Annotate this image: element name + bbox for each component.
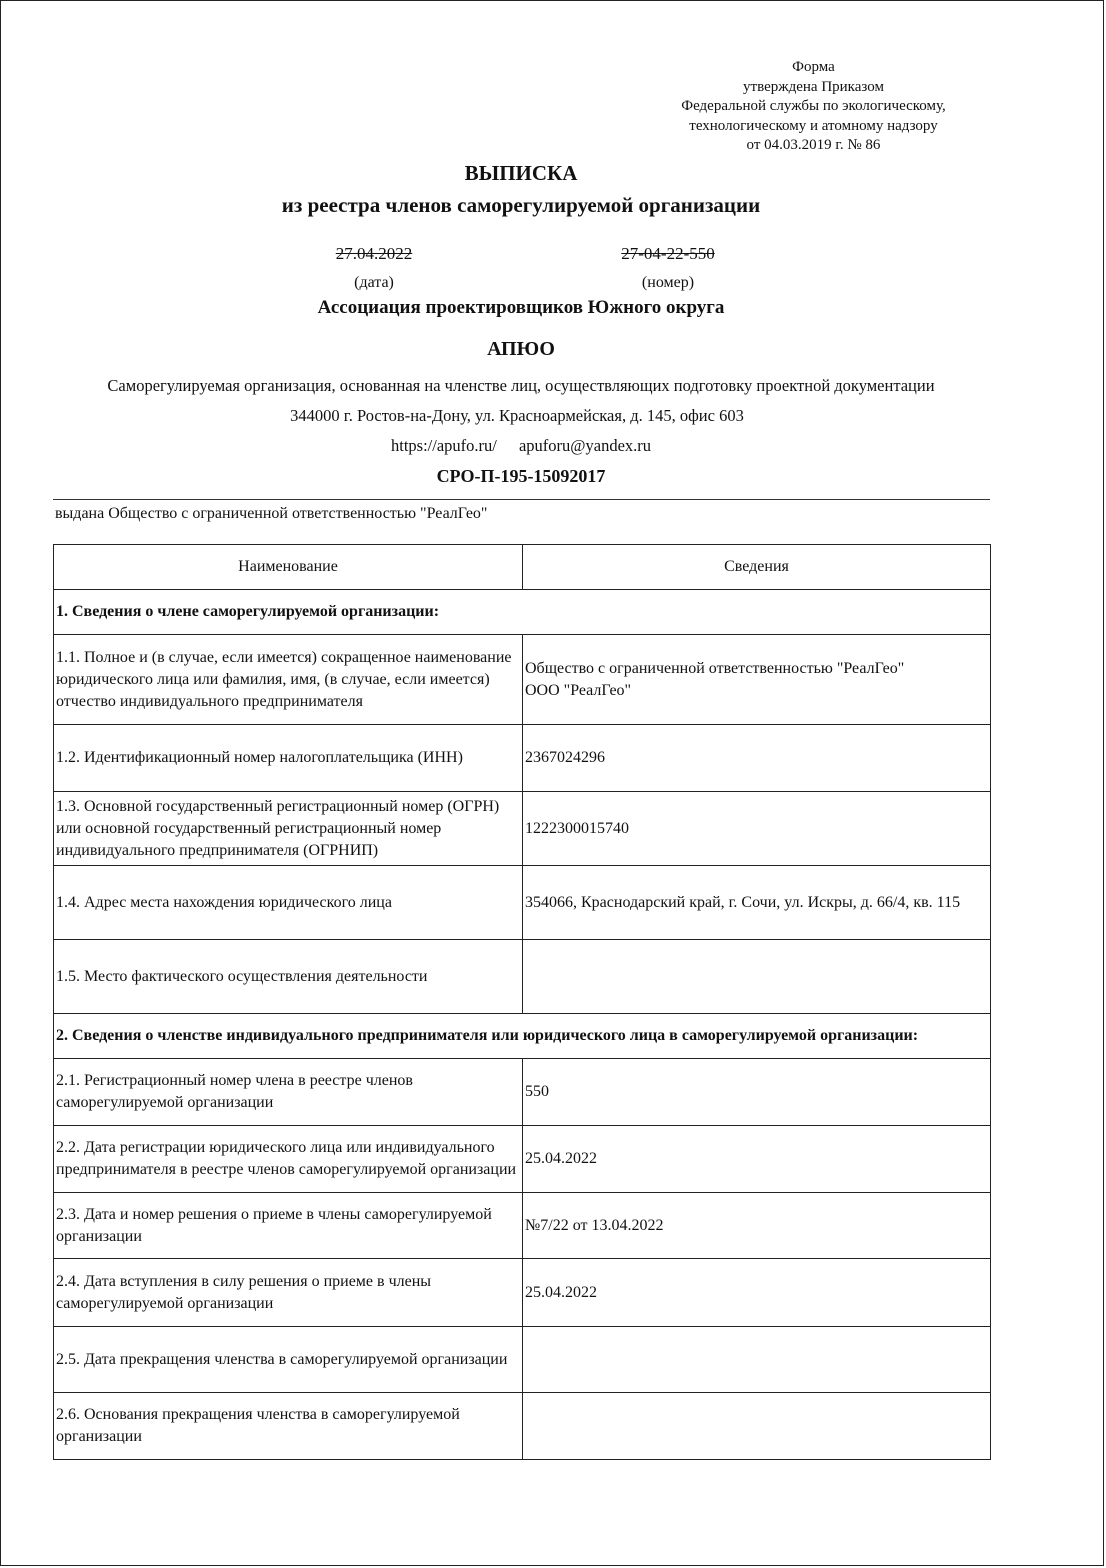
table-row [54, 635, 991, 725]
form-approval-note [661, 58, 966, 156]
number-block [597, 244, 739, 292]
row-value-short-name: ООО "РеалГео" [525, 681, 632, 699]
issued-to: выдана Общество с ограниченной ответственностью "РеалГео" [55, 505, 488, 522]
table-row [54, 725, 991, 792]
number-caption: (номер) [641, 274, 695, 291]
row-value: 1222300015740 [523, 792, 991, 866]
sro-number: СРО-П-195-15092017 [436, 466, 606, 486]
section-2-title: 2. Сведения о членстве индивидуального предпринимателя или юридического лица в саморегулируемой организации: [54, 1014, 991, 1059]
row-label: 2.6. Основания прекращения членства в саморегулируемой организации [54, 1393, 523, 1460]
row-label: 2.2. Дата регистрации юридического лица или индивидуального предпринимателя в реестре членов саморегулируемой организации [54, 1126, 523, 1193]
form-note-line: Форма [792, 59, 835, 75]
row-value: 2367024296 [523, 725, 991, 792]
form-note-line: утверждена Приказом [743, 78, 884, 95]
section-1-title: 1. Сведения о члене саморегулируемой организации: [54, 590, 991, 635]
organization-abbr: АПЮО [487, 338, 555, 360]
organization-description: Саморегулируемая организация, основанная на членстве лиц, осуществляющих подготовку проектной документации [107, 376, 935, 395]
row-label: 1.4. Адрес места нахождения юридического лица [54, 866, 523, 940]
row-label: 1.1. Полное и (в случае, если имеется) сокращенное наименование юридического лица или фамилия, имя, (в случае, если имеется) отчество индивидуального предпринимателя [54, 635, 523, 725]
divider [53, 499, 990, 500]
row-value [523, 635, 991, 725]
row-label: 2.5. Дата прекращения членства в саморегулируемой организации [54, 1327, 523, 1393]
registry-table [53, 544, 991, 1460]
form-note-line: от 04.03.2019 г. № 86 [746, 137, 881, 153]
organization-address: 344000 г. Ростов-на-Дону, ул. Красноармейская, д. 145, офис 603 [290, 406, 744, 425]
table-row [54, 1059, 991, 1126]
form-note-line: технологическому и атомному надзору [689, 117, 938, 134]
table-row [54, 866, 991, 940]
table-row [54, 1393, 991, 1460]
date-value: 27.04.2022 [335, 244, 413, 263]
row-label: 1.3. Основной государственный регистрационный номер (ОГРН) или основной государственный регистрационный номер индивидуального предпринимателя (ОГРНИП) [54, 792, 523, 866]
row-label: 1.5. Место фактического осуществления деятельности [54, 940, 523, 1014]
table-row [54, 940, 991, 1014]
organization-contacts [1, 436, 1041, 456]
section-row [54, 590, 991, 635]
row-value: 354066, Краснодарский край, г. Сочи, ул. Искры, д. 66/4, кв. 115 [523, 866, 991, 940]
table-row [54, 792, 991, 866]
organization-website: https://apufo.ru/ [390, 436, 497, 455]
row-label: 2.1. Регистрационный номер члена в реестре членов саморегулируемой организации [54, 1059, 523, 1126]
document-title: ВЫПИСКА [464, 161, 578, 185]
row-value [523, 940, 991, 1014]
row-label: 2.4. Дата вступления в силу решения о приеме в члены саморегулируемой организации [54, 1259, 523, 1327]
row-value [523, 1393, 991, 1460]
date-block [314, 244, 434, 292]
row-value: 25.04.2022 [523, 1126, 991, 1193]
number-value: 27-04-22-550 [621, 244, 715, 263]
form-note-line: Федеральной службы по экологическому, [681, 98, 946, 114]
organization-email: apuforu@yandex.ru [518, 436, 652, 455]
organization-name: Ассоциация проектировщиков Южного округа [317, 297, 725, 318]
row-label: 1.2. Идентификационный номер налогоплательщика (ИНН) [54, 725, 523, 792]
row-label: 2.3. Дата и номер решения о приеме в члены саморегулируемой организации [54, 1193, 523, 1259]
row-value: №7/22 от 13.04.2022 [523, 1193, 991, 1259]
table-row [54, 1327, 991, 1393]
date-caption: (дата) [354, 274, 394, 291]
table-row [54, 1126, 991, 1193]
table-row [54, 1193, 991, 1259]
row-value [523, 1327, 991, 1393]
table-row [54, 1259, 991, 1327]
row-value: 550 [523, 1059, 991, 1126]
document-subtitle: из реестра членов саморегулируемой организации [281, 193, 761, 217]
row-value-full-name: Общество с ограниченной ответственностью "РеалГео" [525, 659, 905, 677]
row-value: 25.04.2022 [523, 1259, 991, 1327]
header-info: Сведения [523, 545, 991, 590]
section-row [54, 1014, 991, 1059]
table-header-row [54, 545, 991, 590]
header-name: Наименование [54, 545, 523, 590]
